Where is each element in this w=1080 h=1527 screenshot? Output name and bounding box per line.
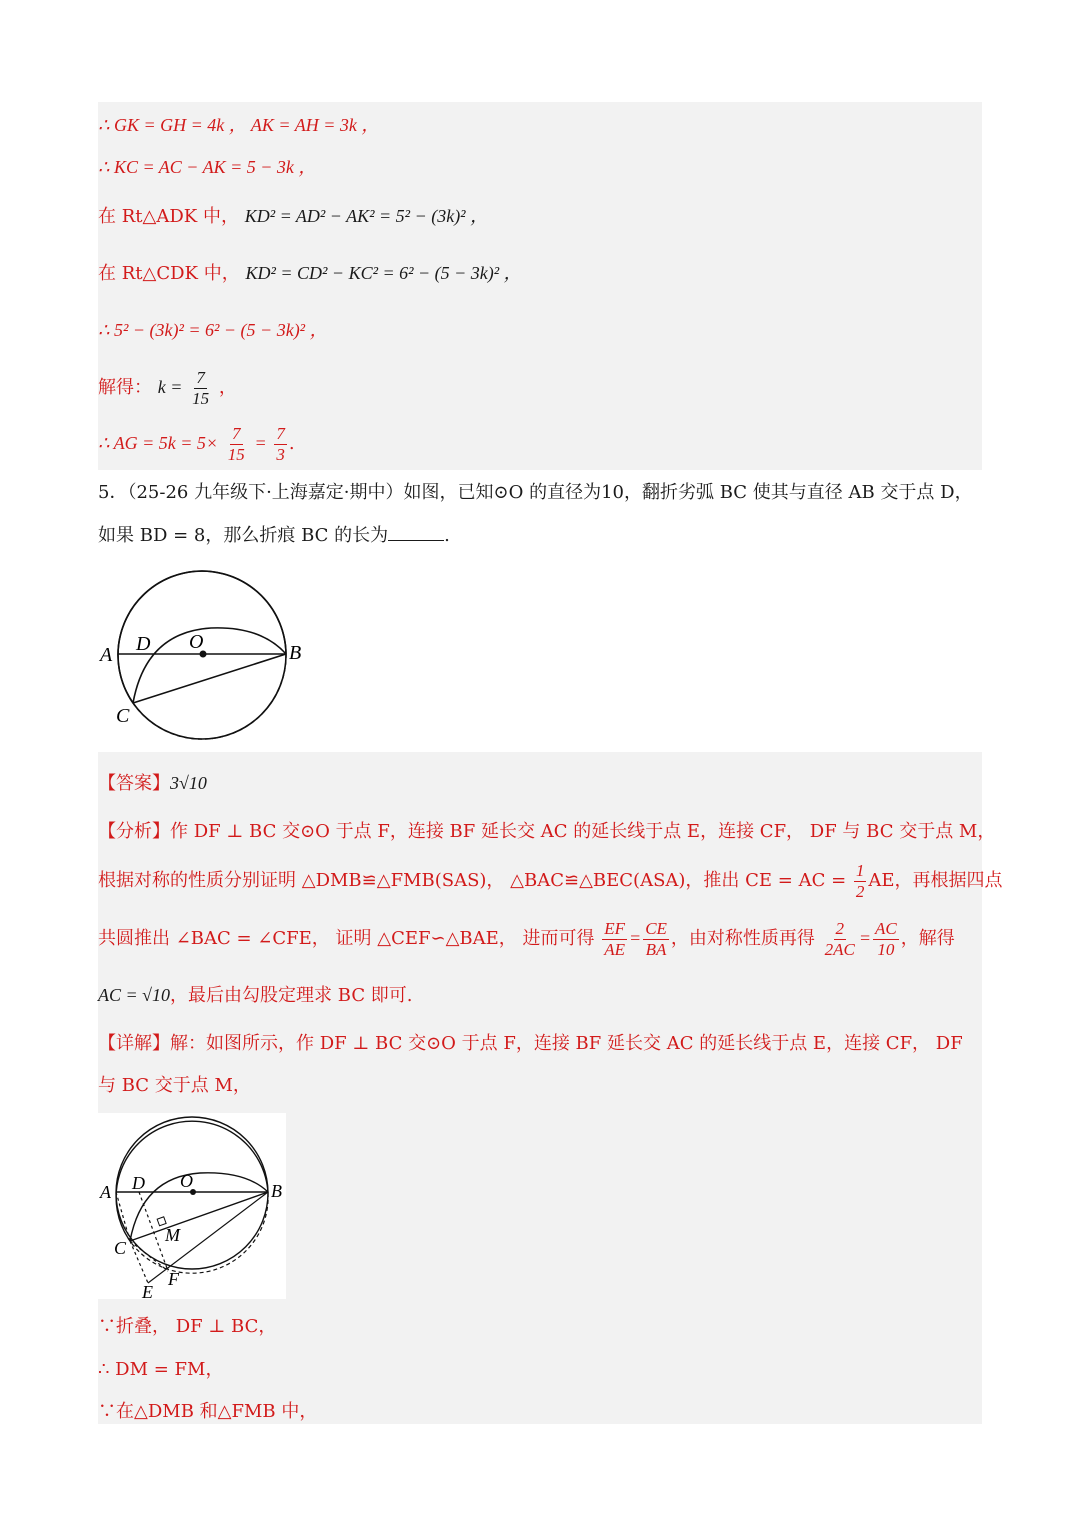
text: 解：如图所示，作 DF ⊥ BC 交⊙O 于点 F，连接 BF 延长交 AC 的延长线于点 E，连接 CF， DF bbox=[170, 1033, 963, 1054]
solution-line bbox=[98, 317, 328, 344]
math-text: KD² = CD² − KC² = 6² − (5 − 3k)² ， bbox=[245, 263, 522, 283]
detail-line: ∴ DM = FM， bbox=[98, 1359, 224, 1380]
solution-line bbox=[98, 154, 316, 181]
text: 在 Rt△CDK 中， bbox=[98, 263, 240, 284]
detail-line: ∵在△DMB 和△FMB 中， bbox=[98, 1401, 318, 1422]
text: AE，再根据四点 bbox=[868, 870, 1003, 891]
text: 共圆推出 ∠BAC = ∠CFE， 证明 △CEF∽△BAE， 进而可得 bbox=[98, 928, 595, 949]
fraction: $\frac{7}{3}$ bbox=[276, 423, 285, 464]
solution-line bbox=[98, 260, 522, 287]
text: ， bbox=[218, 377, 237, 398]
math-text: ∴ KC = AC − AK = 5 − 3k ， bbox=[98, 157, 317, 177]
math-text: ∴ GK = GH = 4k ， AK = AH = 3k ， bbox=[98, 115, 380, 135]
analysis-line bbox=[98, 819, 995, 845]
solution-line bbox=[98, 203, 488, 230]
text: ，解得 bbox=[900, 928, 955, 949]
point-label: D bbox=[136, 633, 151, 655]
answer-value: 3√10 bbox=[170, 773, 207, 793]
fraction: $\frac{EF}{AE}$ bbox=[604, 918, 626, 959]
text: 作 DF ⊥ BC 交⊙O 于点 F，连接 BF 延长交 AC 的延长线于点 E，连接 CF， DF 与 BC 交于点 M， bbox=[170, 821, 996, 842]
analysis-line bbox=[98, 915, 955, 962]
math-text: KD² = AD² − AK² = 5² − (3k)² ， bbox=[244, 206, 489, 226]
detail-line bbox=[98, 1031, 963, 1057]
math-text: ∴ AG = 5k = 5× bbox=[98, 433, 219, 453]
detail-tag: 【详解】 bbox=[98, 1033, 170, 1054]
answer-blank bbox=[388, 522, 444, 541]
point-label: A bbox=[100, 644, 113, 666]
text: . bbox=[288, 433, 295, 454]
analysis-line bbox=[98, 858, 1003, 904]
math-text: = bbox=[254, 433, 267, 453]
fraction: $\frac{2}{2AC}$ bbox=[824, 918, 855, 959]
fraction: $\frac{AC}{10}$ bbox=[875, 918, 897, 959]
geometry-figure-2 bbox=[98, 1113, 286, 1299]
point-label: F bbox=[168, 1269, 179, 1289]
fraction: $\frac{1}{2}$ bbox=[855, 860, 865, 901]
text: ，最后由勾股定理求 BC 即可. bbox=[170, 985, 413, 1006]
point-label: C bbox=[114, 1238, 127, 1258]
math-text: k = bbox=[157, 377, 183, 397]
analysis-tag: 【分析】 bbox=[98, 821, 170, 842]
math-text: ∴ 5² − (3k)² = 6² − (5 − 3k)² ， bbox=[98, 320, 328, 340]
point-label: D bbox=[132, 1173, 145, 1193]
text: 根据对称的性质分别证明 △DMB≌△FMB(SAS)， △BAC≌△BEC(ASA)，推出 CE = AC = bbox=[98, 870, 847, 891]
analysis-line bbox=[98, 982, 413, 1009]
fraction: $\frac{7}{15}$ bbox=[192, 367, 210, 408]
text: 如果 BD = 8，那么折痕 BC 的长为 bbox=[98, 525, 389, 546]
text: ，由对称性质再得 bbox=[670, 928, 815, 949]
math-text: AC = √10 bbox=[98, 985, 171, 1005]
question-line: 5．（25-26 九年级下·上海嘉定·期中）如图，已知⊙O 的直径为10，翻折劣弧 BC 使其与直径 AB 交于点 D， bbox=[98, 482, 973, 503]
fraction: $\frac{CE}{BA}$ bbox=[645, 918, 667, 959]
detail-line: 与 BC 交于点 M， bbox=[98, 1075, 251, 1096]
point-label: B bbox=[289, 642, 302, 664]
answer-tag: 【答案】 bbox=[98, 773, 170, 794]
answer-line bbox=[98, 770, 207, 797]
solution-line bbox=[98, 364, 237, 411]
text: . bbox=[444, 525, 450, 546]
text: 在 Rt△ADK 中， bbox=[98, 206, 239, 227]
question-line bbox=[98, 522, 450, 549]
text: 解得： bbox=[98, 377, 152, 398]
point-label: M bbox=[165, 1225, 180, 1245]
math-text: = bbox=[629, 928, 642, 948]
point-label: E bbox=[142, 1282, 153, 1299]
point-label: O bbox=[189, 631, 204, 653]
fraction: $\frac{7}{15}$ bbox=[227, 423, 245, 464]
math-text: = bbox=[858, 928, 872, 948]
solution-line bbox=[98, 420, 295, 467]
geometry-figure-1 bbox=[96, 562, 316, 747]
detail-line: ∵折叠， DF ⊥ BC， bbox=[98, 1316, 277, 1337]
point-label: A bbox=[100, 1182, 111, 1202]
point-label: O bbox=[180, 1171, 193, 1191]
point-label: C bbox=[116, 705, 130, 727]
point-label: B bbox=[271, 1181, 282, 1201]
solution-line bbox=[98, 112, 379, 139]
